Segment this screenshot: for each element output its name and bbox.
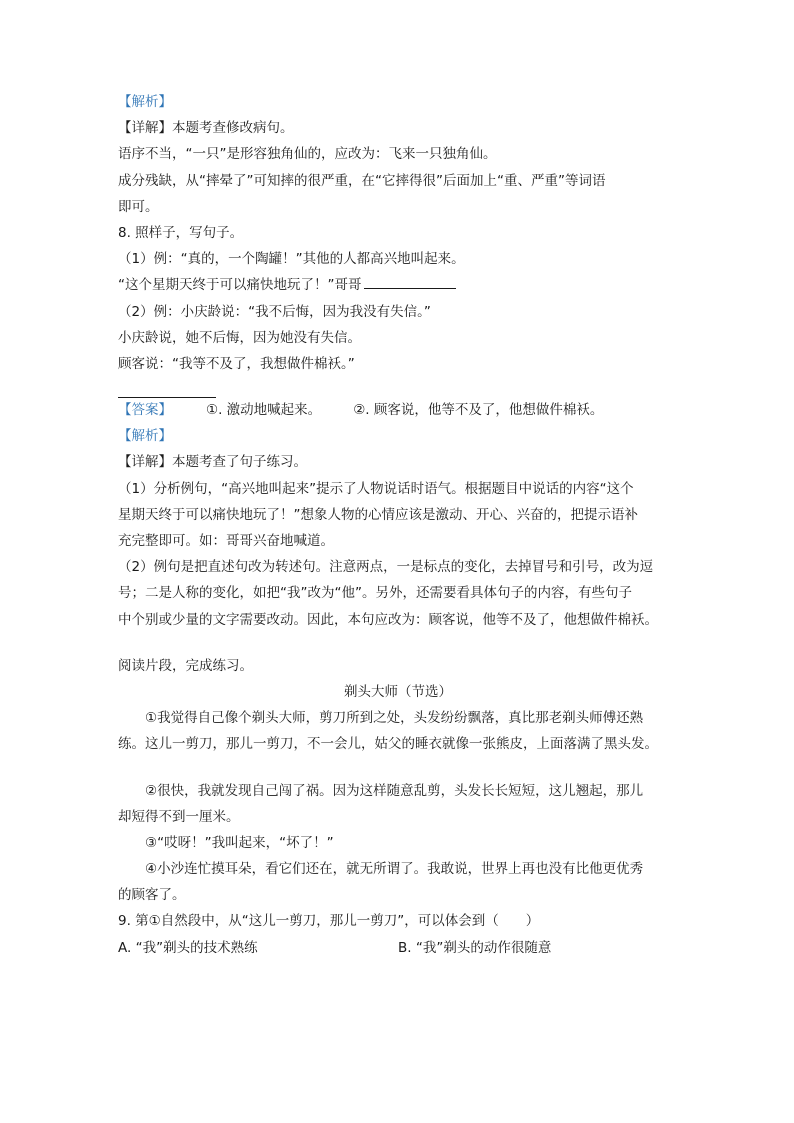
q8-example-2-model: 小庆龄说，她不后悔，因为她没有失信。 xyxy=(118,329,361,346)
analysis-tag: 【解析】 xyxy=(118,428,172,445)
analysis-line: 语序不当，“一只”是形容独角仙的，应改为：飞来一只独角仙。 xyxy=(118,146,497,163)
reading-intro: 阅读片段，完成练习。 xyxy=(118,657,253,674)
reading-title: 剃头大师（节选） xyxy=(344,683,452,700)
analysis-line: 号；二是人称的变化，如把“我”改为“他”。另外，还需要看具体句子的内容，有些句子 xyxy=(118,585,632,602)
detail-heading: 【详解】本题考查了句子练习。 xyxy=(118,454,307,471)
spacer xyxy=(118,761,678,781)
question-9-title: 9. 第①自然段中，从“这儿一剪刀，那儿一剪刀”，可以体会到（ ） xyxy=(118,913,540,930)
answer-tag: 【答案】 xyxy=(118,402,172,419)
question-8-title: 8. 照样子，写句子。 xyxy=(118,224,244,241)
answer-row xyxy=(118,400,678,420)
question-9-options xyxy=(118,938,678,958)
document-page xyxy=(118,92,678,964)
reading-paragraph: ②很快，我就发现自己闯了祸。因为这样随意乱剪，头发长长短短，这儿翘起，那儿 xyxy=(145,782,644,799)
reading-paragraph: ①我觉得自己像个剃头大师，剪刀所到之处，头发纷纷飘落，真比那老剃头师傅还熟 xyxy=(145,710,644,727)
q8-task-1-text: “这个星期天终于可以痛快地玩了！”哥哥 xyxy=(118,277,362,294)
spacer xyxy=(118,636,678,656)
q8-task-1 xyxy=(118,275,678,295)
analysis-line: （1）分析例句，“高兴地叫起来”提示了人物说话时语气。根据题目中说话的内容“这个 xyxy=(118,480,634,497)
analysis-line: 成分残缺，从“摔晕了”可知摔的很严重，在“它摔得很”后面加上“重、严重”等词语 xyxy=(118,172,606,189)
analysis-line: （2）例句是把直述句改为转述句。注意两点，一是标点的变化，去掉冒号和引号，改为逗 xyxy=(118,559,654,576)
reading-paragraph: ③“哎呀！”我叫起来，“坏了！” xyxy=(145,834,334,851)
analysis-line: 中个别或少量的文字需要改动。因此，本句应改为：顾客说，他等不及了，他想做件棉袄。 xyxy=(118,611,658,628)
option-b[interactable]: B. “我”剃头的动作很随意 xyxy=(398,939,552,956)
q8-task-2: 顾客说：“我等不及了，我想做件棉袄。” xyxy=(118,355,355,372)
reading-paragraph: ④小沙连忙摸耳朵，看它们还在，就无所谓了。我敢说，世界上再也没有比他更优秀 xyxy=(145,861,644,878)
reading-paragraph: 练。这儿一剪刀，那儿一剪刀，不一会儿，姑父的睡衣就像一张熊皮，上面落满了黑头发。 xyxy=(118,736,658,753)
analysis-line: 星期天终于可以痛快地玩了！”想象人物的心情应该是激动、开心、兴奋的，把提示语补 xyxy=(118,506,638,523)
reading-paragraph: 却短得不到一厘米。 xyxy=(118,808,240,825)
analysis-tag: 【解析】 xyxy=(118,94,172,110)
answer-item-2: ②. 顾客说，他等不及了，他想做件棉袄。 xyxy=(353,402,604,419)
q8-example-1: （1）例：“真的，一个陶罐！”其他的人都高兴地叫起来。 xyxy=(118,251,465,268)
option-a[interactable]: A. “我”剃头的技术熟练 xyxy=(118,939,258,956)
answer-blank-line xyxy=(118,380,678,398)
answer-blank xyxy=(118,397,216,398)
analysis-line: 充完整即可。如：哥哥兴奋地喊道。 xyxy=(118,533,334,549)
reading-paragraph: 的顾客了。 xyxy=(118,887,186,904)
analysis-line: 即可。 xyxy=(118,198,159,215)
answer-blank xyxy=(364,275,456,289)
answer-item-1: ①. 激动地喊起来。 xyxy=(206,402,322,419)
detail-heading: 【详解】本题考查修改病句。 xyxy=(118,120,294,137)
q8-example-2: （2）例：小庆龄说：“我不后悔，因为我没有失信。” xyxy=(118,303,431,320)
